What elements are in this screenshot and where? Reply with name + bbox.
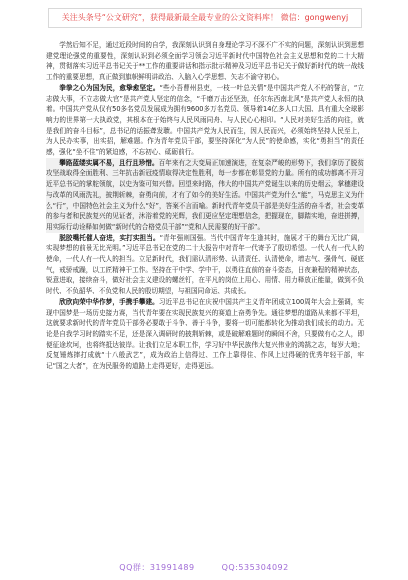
footer-qq-group: QQ群：31991489 (119, 563, 195, 572)
section-heading: 脱胶嘴托催人奋进，实打实担当。 (59, 233, 160, 242)
top-banner: 关注头条号“公文研究”，获得最新最全最专业的公文资料库！ 微信：gongwenyj (48, 8, 362, 28)
paragraph-body: “青年强则国强。当代中国青年生逢其时，施展才干的舞台无比广阔，实现梦想的前景无比光明。”习近平总书记在党的二十大报告中对青年一代寄予了殷切希望。一代人有一代人的使命，一代人有一代人的担当。立足新时代，我们需认清形势、认清责任、认清使命，增志气、强骨气、硬底气，戒骄戒躁，以工匠精神干工作。坚持在干中学、学中干，以勇往直前的奋斗姿态，日夜兼程的精神状态，锐意进取，接续奋斗，做好社会主义建设的螺丝钉，在平凡的岗位上用心、用情、用力释放正能量，做到不负时代、不负韶华、不负党和人民的殷切期望，与祖国同命运、共成长。 (46, 233, 364, 296)
paragraph-body: 百年来有之大变局正加速演进，在复杂严峻的形势下，我们拿历了脱贫攻坚战取得全面胜利、三年抗击新冠疫情取得决定性胜利，每一步都在彰显党的力量。所有的成功都离不开习近平总书记的掌舵领航，以史为鉴可知兴替。回望来时路，伟大的中国共产党诞生以来的历史烟云，掌穗建设与改革的风雨洗礼，披荆斩棘，奋勇向前，才有了如今的美好生活。中国共产党为什么“能”，马克思主义为什么“行”，中国特色社会主义为什么“好”，答案不言而喻。新时代青年党员干部是美好生活的奋斗者，社会变革的参与者和民族复兴的见证者，沐浴着党的光辉，我们更应坚定理想信念，把握现在，脚踏实地，奋进拼搏，用实际行动诠释如何做“新时代的合格党员干部”“党和人民需要的好干部”。 (46, 158, 364, 231)
paragraph-section-4 (46, 297, 364, 372)
paragraph-body: “些小吾曹州县吏，一枝一叶总关情”是中国共产党人不朽的誓言，“立志做大事，不立志做大官”是共产党人坚定的信念，“千磨万击还坚劲，任尔东西南北风”是共产党人永恒的执着。中国共产党从仅有50多名党员发展成为拥有9600多万名党员、领导着14亿多人口大国、具有重大全球影响力的世界第一大执政党，其根本在于始终与人民风雨同舟、与人民心心相印。“人民对美好生活的向往，就是我们的奋斗目标”，总书记的话振聋发聩。中国共产党为人民而生，因人民而兴，必须始终坚持人民至上，为人民办实事，出实招，解难题。作为青年党员干部，要坚持深化“为人民”的使命感，实化“勇担当”的责任感，强化“坐不住”的紧迫感，不忘初心、砥砺前行。 (46, 83, 365, 157)
paragraph-intro (46, 40, 364, 83)
footer (0, 562, 408, 573)
paragraph-body: 学然后知不足，通过近段时间的自学，我深刻认识到自身理论学习不深不广不实的问题，深刻认识到思想建党理论强党的重要性，深刻认识到必须全面学习领会习近平新时代中国特色社会主义思想和党的二十大精神，贯彻落实习近平总书记关于**工作的重要讲话和指示批示精神及习近平总书记关于做好新时代的统一战线工作的重要思想，真正做到旗帜鲜明讲政治、入脑入心学思想、矢志不渝守初心。 (46, 41, 364, 82)
section-heading: 欣欣向荣中华作梦，手携手攀建。 (59, 297, 159, 306)
paragraph-section-2 (46, 158, 364, 233)
paragraph-section-3 (46, 233, 364, 297)
footer-qq: QQ:535304092 (221, 563, 289, 572)
section-heading: 攀路蓝缕实属不易，且行且珍惜。 (59, 158, 159, 167)
document-body (46, 40, 364, 372)
section-heading: 拳拳之心为国为民，愈挚愈坚定。 (59, 83, 160, 92)
paragraph-section-1 (46, 83, 364, 158)
paragraph-body: 习近平总书记在庆祝中国共产主义青年团成立100周年大会上强调，实现中国梦是一场历史接力赛，当代青年要在实现民族复兴的赛道上奋勇争先。通往梦想的道路从来都不平坦，这就要求新时代的青年党员干部务必要敢于斗争、善于斗争，要将一切可能都转化为推动我们成长的动力。无论是自我学习时的踏实不足，还是深入调研时的披荆斩棘，或是破解难题时的瞬间不舍，只要做有心之人，即便征途坎坷，也将终抵达彼岸。让我们立足本职工作，学习好中华民族伟大复兴伟业的鸿鹄之志，每岁大地；反复锤炼摔打成就“十八般武艺”，成为政治上信得过、工作上靠得住、作风上过得硬的优秀年轻干部，牢记“国之大者”，在为民服务的道路上走得更好，走得更远。 (46, 297, 364, 371)
